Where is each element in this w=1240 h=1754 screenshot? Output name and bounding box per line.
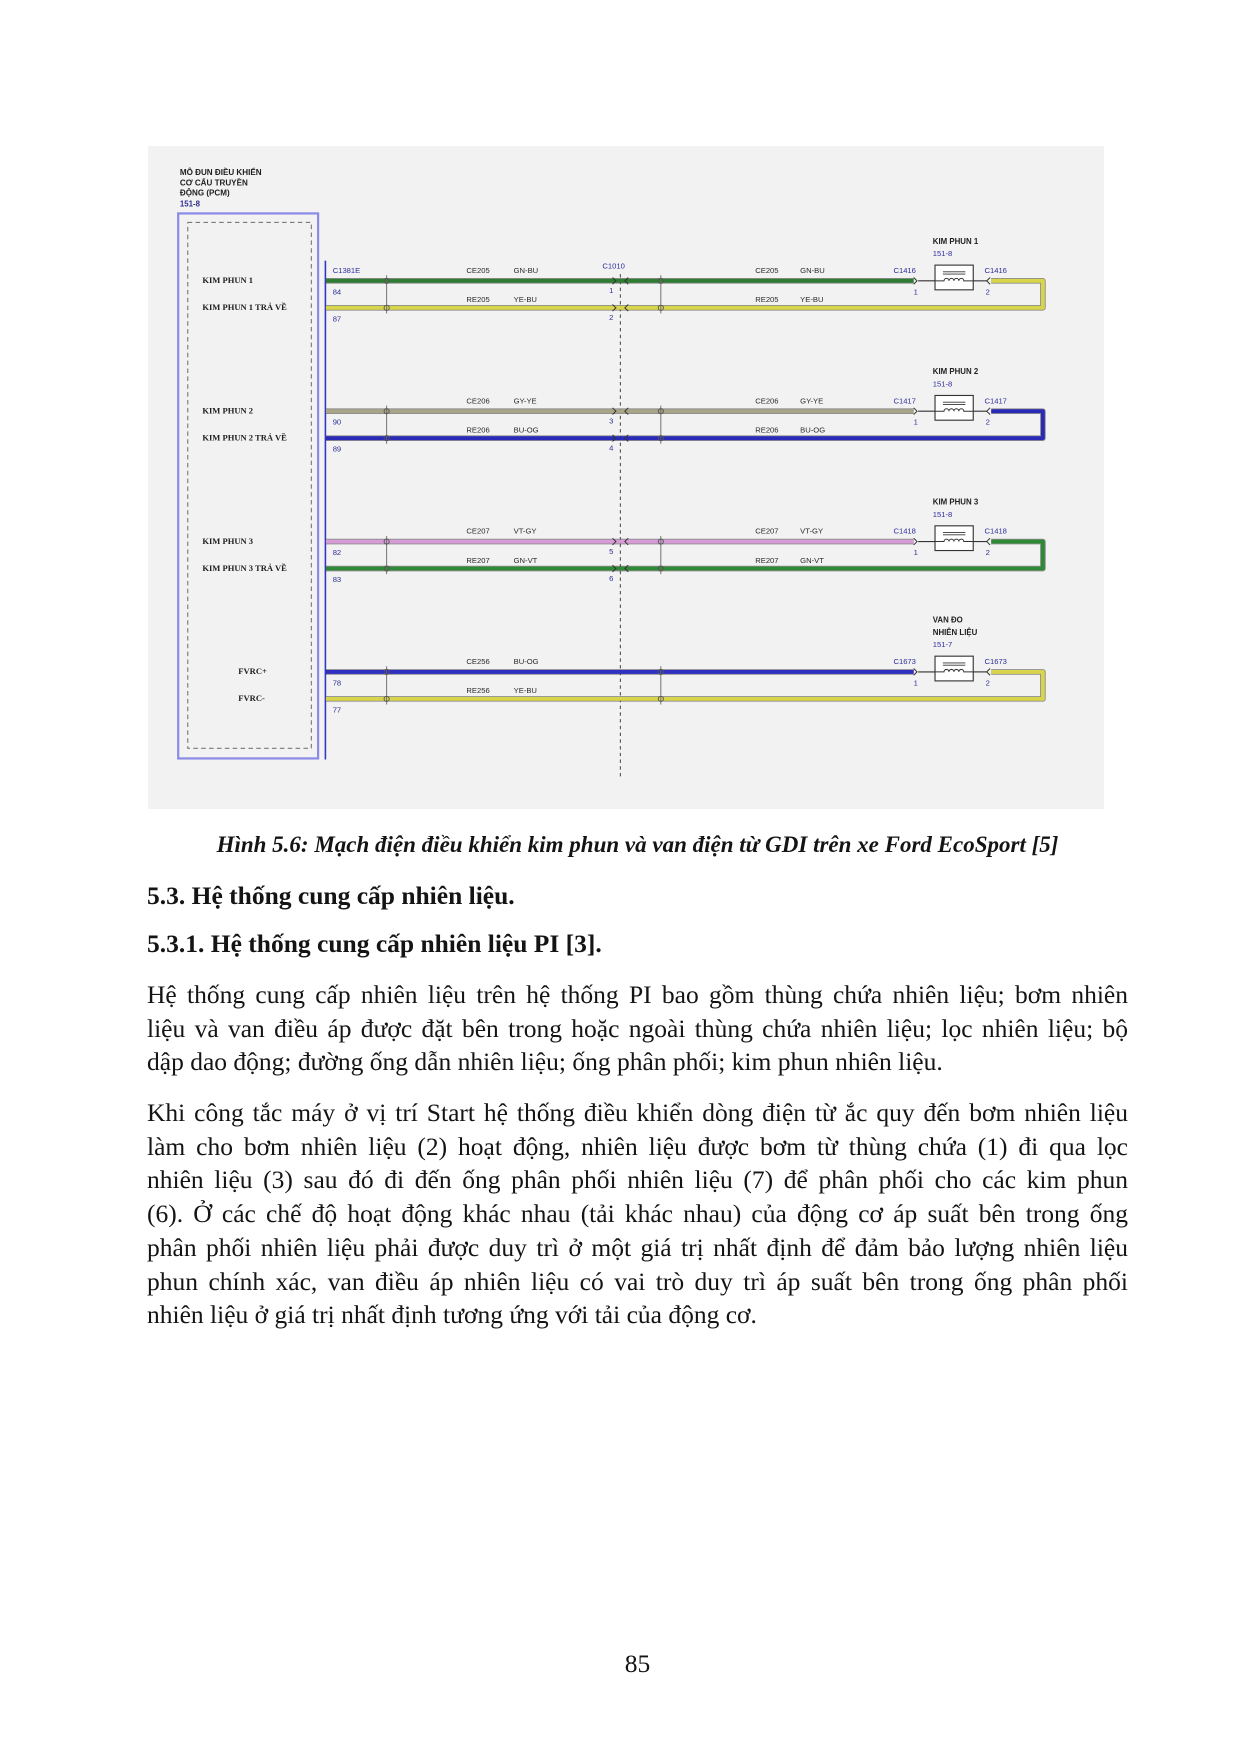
component-body (935, 265, 973, 290)
pcm-pin-label: 82 (332, 548, 342, 558)
wire-color-code: BU-OG (513, 425, 539, 435)
wire-color-code: GN-BU (513, 265, 539, 275)
circuit-row (238, 615, 1043, 714)
component-pin-label: 2 (985, 417, 990, 427)
component-pin-label: 2 (985, 678, 990, 688)
paragraph-line: phân phối nhiên liệu phải được duy trì ở một giá trị nhất định để đảm bảo lượng nhiên liệu (147, 1232, 1128, 1262)
component-body (935, 395, 973, 420)
injector-symbol (914, 656, 990, 681)
component-connector-label: C1416 (893, 265, 916, 275)
component-body (935, 526, 973, 551)
pcm-connector-label: C1381E (332, 265, 361, 275)
circuit-code: RE206 (755, 425, 779, 435)
paragraph-line: (6). Ở các chế độ hoạt động khác nhau (tải khác nhau) của động cơ áp suất bên trong ống (147, 1199, 1128, 1229)
pcm-signal-label: KIM PHUN 1 (202, 275, 254, 286)
inline-connector-label: C1010 (602, 261, 625, 271)
wiring-diagram (148, 146, 1104, 809)
circuit-code: CE205 (755, 265, 779, 275)
circuit-row (202, 237, 1043, 324)
component-name: KIM PHUN 3 (932, 497, 979, 507)
component-name: KIM PHUN 2 (932, 367, 979, 377)
circuit-code: CE206 (466, 396, 490, 406)
circuit-code: CE206 (755, 396, 779, 406)
paragraph-line: liệu và van điều áp được đặt bên trong hoặc ngoài thùng chứa nhiên liệu; lọc nhiên liệu; bộ (147, 1013, 1128, 1043)
pcm-pin-label: 78 (332, 678, 342, 688)
inline-connector (602, 261, 624, 779)
paragraph-line: Khi công tắc máy ở vị trí Start hệ thống điều khiển dòng điện từ ắc quy đến bơm nhiên liệu (147, 1098, 1128, 1127)
component-name: KIM PHUN 1 (932, 236, 979, 246)
paragraph-line: nhiên liệu (3) sau đó đi đến ống phân phối nhiên liệu (7) để phân phối cho các kim phun (147, 1165, 1128, 1195)
paragraph-line: phun chính xác, van điều áp nhiên liệu có vai trò duy trì áp suất bên trong ống phân phối (147, 1266, 1128, 1296)
wire-color-code: BU-OG (800, 425, 826, 435)
paragraph (147, 978, 1128, 1079)
terminal-mark (987, 408, 990, 415)
subsection-heading: 5.3.1. Hệ thống cung cấp nhiên liệu PI [3]. (147, 929, 602, 958)
circuit-code: CE205 (466, 265, 490, 275)
wire-color-code: YE-BU (513, 295, 537, 305)
wire-color-code: VT-GY (800, 526, 824, 536)
component-name: NHIÊN LIỆU (932, 627, 978, 637)
injector-symbol (914, 265, 990, 290)
injector-symbol (914, 526, 990, 551)
terminal-mark (914, 669, 917, 676)
wire-color-code: BU-OG (513, 657, 539, 667)
wire-color-code: YE-BU (800, 295, 824, 305)
component-reference: 151-7 (932, 640, 953, 650)
terminal-mark (987, 669, 990, 676)
wire-color-code: GN-VT (800, 555, 824, 565)
wire-color-code: VT-GY (513, 526, 537, 536)
paragraph-line: dập dao động; đường ống dẫn nhiên liệu; ống phân phối; kim phun nhiên liệu. (147, 1047, 943, 1077)
pcm-pin-label: 84 (332, 287, 342, 297)
circuit-code: CE207 (466, 526, 490, 536)
component-connector-label: C1418 (984, 526, 1007, 536)
pcm-title-line: MÔ ĐUN ĐIỀU KHIỂN (179, 168, 262, 178)
component-pin-label: 2 (985, 548, 990, 558)
component-connector-label: C1417 (893, 396, 916, 406)
component-pin-label: 1 (913, 287, 918, 297)
pcm-signal-label: FVRC+ (238, 666, 267, 677)
wire-color-code: GN-BU (800, 265, 825, 275)
circuit-code: RE207 (466, 555, 490, 565)
pcm-title-line: CƠ CẤU TRUYỀN (179, 178, 248, 188)
injector-symbol (914, 395, 990, 420)
inline-pin-label: 2 (609, 313, 614, 323)
wire-color-code: GN-VT (513, 555, 538, 565)
component-reference: 151-8 (932, 379, 953, 389)
circuit-code: CE207 (755, 526, 779, 536)
component-pin-label: 1 (913, 417, 918, 427)
pcm-signal-label: KIM PHUN 2 (202, 405, 254, 416)
pcm-pin-label: 83 (332, 575, 342, 585)
component-pin-label: 1 (913, 548, 918, 558)
circuit-code: RE206 (466, 425, 490, 435)
component-pin-label: 1 (913, 678, 918, 688)
component-connector-label: C1418 (893, 526, 916, 536)
component-connector-label: C1417 (984, 396, 1007, 406)
circuit-row (202, 367, 1043, 454)
paragraph-line: làm cho bơm nhiên liệu (2) hoạt động, nhiên liệu được bơm từ thùng chứa (1) đi qua lọc (147, 1131, 1128, 1161)
inline-pin-label: 4 (609, 443, 614, 453)
circuit-row (202, 497, 1043, 584)
pcm-return-label: KIM PHUN 2 TRẢ VỀ (202, 432, 287, 443)
component-body (935, 656, 973, 681)
component-reference: 151-8 (932, 249, 953, 259)
pcm-module-outline (178, 213, 318, 758)
circuit-code: RE205 (466, 295, 490, 305)
page-number: 85 (624, 1649, 651, 1678)
component-connector-label: C1673 (984, 657, 1007, 667)
pcm-return-label: FVRC- (238, 693, 265, 704)
circuit-rows (202, 237, 1043, 715)
terminal-mark (914, 408, 917, 415)
wire-color-code: GY-YE (513, 396, 537, 406)
circuit-code: RE205 (755, 295, 779, 305)
component-name: VAN ĐO (932, 615, 963, 625)
component-connector-label: C1673 (893, 657, 916, 667)
wire-color-code: GY-YE (800, 396, 824, 406)
pcm-return-label: KIM PHUN 3 TRẢ VỀ (202, 562, 287, 573)
pcm-pin-label: 89 (332, 444, 342, 454)
pcm-pin-label: 87 (332, 314, 342, 324)
figure-caption: Hình 5.6: Mạch điện điều khiển kim phun và van điện từ GDI trên xe Ford EcoSport [5] (216, 832, 1059, 857)
pcm-return-label: KIM PHUN 1 TRẢ VỀ (202, 302, 287, 313)
circuit-code: RE256 (466, 686, 490, 696)
component-connector-label: C1416 (984, 265, 1007, 275)
pcm-reference: 151-8 (179, 199, 200, 209)
pcm-pin-label: 90 (332, 417, 342, 427)
inline-pin-label: 6 (609, 573, 614, 583)
component-reference: 151-8 (932, 509, 953, 519)
paragraph (147, 1096, 1128, 1332)
terminal-mark (914, 538, 917, 545)
terminal-mark (987, 277, 990, 284)
figure-wiring-diagram (148, 146, 1104, 809)
pcm-signal-label: KIM PHUN 3 (202, 535, 254, 546)
inline-pin-label: 3 (609, 416, 614, 426)
inline-pin-label: 5 (609, 546, 614, 556)
inline-pin-label: 1 (609, 286, 614, 296)
section-heading: 5.3. Hệ thống cung cấp nhiên liệu. (147, 881, 515, 910)
circuit-code: CE256 (466, 657, 490, 667)
wire-color-code: YE-BU (513, 686, 537, 696)
paragraph-line: nhiên liệu ở giá trị nhất định tương ứng với tải của động cơ. (147, 1300, 757, 1330)
terminal-mark (987, 538, 990, 545)
pcm-pin-label: 77 (332, 705, 342, 715)
paragraph-line: Hệ thống cung cấp nhiên liệu trên hệ thống PI bao gồm thùng chứa nhiên liệu; bơm nhiên (147, 980, 1128, 1009)
circuit-code: RE207 (755, 555, 779, 565)
component-pin-label: 2 (985, 287, 990, 297)
terminal-mark (914, 277, 917, 284)
pcm-title-line: ĐỘNG (PCM) (179, 188, 230, 198)
